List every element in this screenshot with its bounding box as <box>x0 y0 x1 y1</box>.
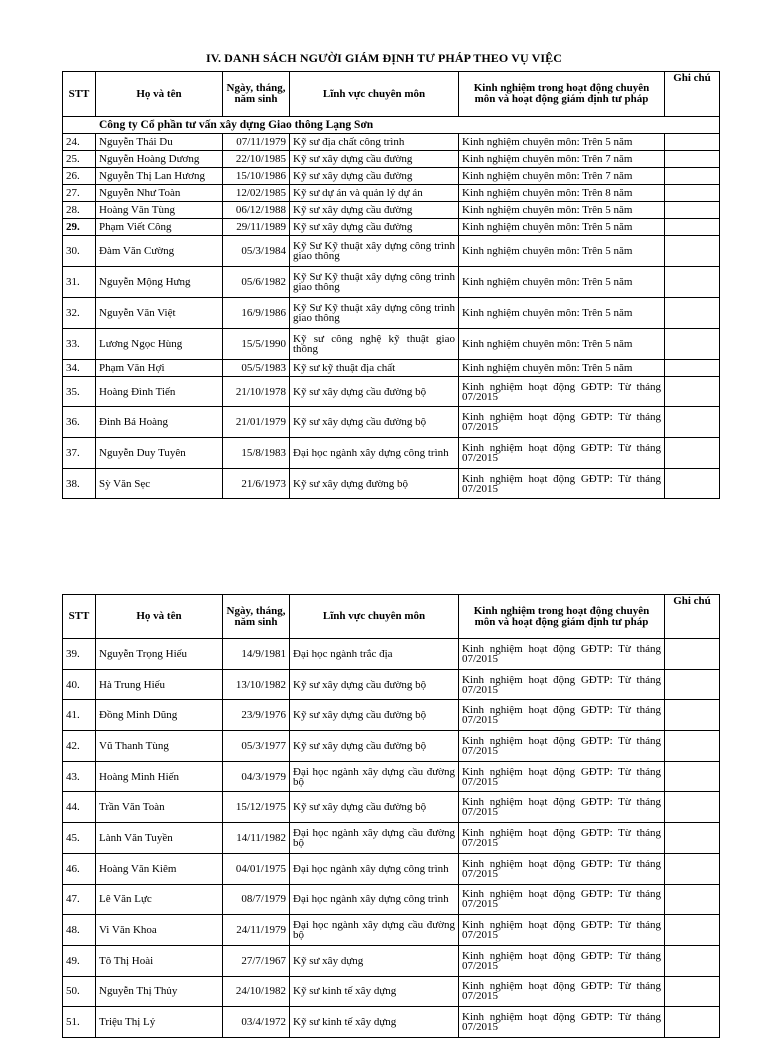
table-row <box>63 945 720 976</box>
row-stt: 33. <box>63 329 96 360</box>
row-field: Kỹ sư xây dựng đường bộ <box>290 469 459 499</box>
row-field: Kỹ sư xây dựng cầu đường bộ <box>290 407 459 438</box>
header-field: Lĩnh vực chuyên môn <box>290 72 459 117</box>
row-note <box>665 700 720 731</box>
row-stt: 42. <box>63 731 96 762</box>
row-note <box>665 731 720 762</box>
table-row <box>63 377 720 407</box>
row-name: Đồng Minh Dũng <box>96 700 223 731</box>
row-stt: 32. <box>63 298 96 329</box>
row-name: Lê Văn Lực <box>96 884 223 915</box>
row-dob: 15/10/1986 <box>223 168 290 185</box>
row-stt: 41. <box>63 700 96 731</box>
header-note: Ghi chú <box>665 72 720 117</box>
row-dob: 14/11/1982 <box>223 823 290 854</box>
row-name: Đinh Bá Hoàng <box>96 407 223 438</box>
row-field: Kỹ sư dự án và quản lý dự án <box>290 185 459 202</box>
row-note <box>665 469 720 499</box>
row-stt: 40. <box>63 669 96 700</box>
row-note <box>665 329 720 360</box>
row-name: Phạm Văn Hợi <box>96 360 223 377</box>
table-row <box>63 185 720 202</box>
table-header-row <box>63 595 720 639</box>
row-note <box>665 823 720 854</box>
row-field: Đại học ngành xây dựng cầu đường bộ <box>290 823 459 854</box>
document-title: IV. DANH SÁCH NGƯỜI GIÁM ĐỊNH TƯ PHÁP THEO VỤ VIỆC <box>205 51 563 65</box>
row-field: Đại học ngành trắc địa <box>290 639 459 670</box>
row-stt: 29. <box>63 219 96 236</box>
row-dob: 15/5/1990 <box>223 329 290 360</box>
row-field: Kỹ sư kỹ thuật địa chất <box>290 360 459 377</box>
row-dob: 24/11/1979 <box>223 915 290 946</box>
row-stt: 25. <box>63 151 96 168</box>
row-stt: 35. <box>63 377 96 407</box>
row-note <box>665 377 720 407</box>
row-field: Kỹ sư xây dựng cầu đường bộ <box>290 700 459 731</box>
table-row <box>63 438 720 469</box>
row-dob: 08/7/1979 <box>223 884 290 915</box>
row-dob: 06/12/1988 <box>223 202 290 219</box>
row-field: Kỹ sư xây dựng <box>290 945 459 976</box>
row-experience: Kinh nghiệm hoạt động GĐTP: Từ tháng 07/2015 <box>459 792 665 823</box>
table-row <box>63 976 720 1007</box>
table-row <box>63 639 720 670</box>
row-experience: Kinh nghiệm hoạt động GĐTP: Từ tháng 07/2015 <box>459 469 665 499</box>
row-note <box>665 168 720 185</box>
table-row <box>63 1007 720 1038</box>
row-field: Kỹ Sư Kỹ thuật xây dựng công trình giao thông <box>290 298 459 329</box>
row-note <box>665 134 720 151</box>
row-experience: Kinh nghiệm chuyên môn: Trên 5 năm <box>459 202 665 219</box>
row-name: Hoàng Minh Hiến <box>96 761 223 792</box>
header-note: Ghi chú <box>665 595 720 639</box>
table-row <box>63 853 720 884</box>
row-note <box>665 761 720 792</box>
row-field: Kỹ sư xây dựng cầu đường <box>290 219 459 236</box>
row-stt: 51. <box>63 1007 96 1038</box>
row-stt: 26. <box>63 168 96 185</box>
row-stt: 50. <box>63 976 96 1007</box>
company-section-row <box>63 117 720 134</box>
row-experience: Kinh nghiệm chuyên môn: Trên 8 năm <box>459 185 665 202</box>
row-stt: 24. <box>63 134 96 151</box>
row-dob: 15/8/1983 <box>223 438 290 469</box>
row-field: Kỹ sư công nghệ kỹ thuật giao thông <box>290 329 459 360</box>
row-field: Kỹ Sư Kỹ thuật xây dựng công trình giao thông <box>290 267 459 298</box>
table-row <box>63 134 720 151</box>
row-note <box>665 915 720 946</box>
row-field: Kỹ sư xây dựng cầu đường <box>290 168 459 185</box>
row-note <box>665 202 720 219</box>
row-experience: Kinh nghiệm chuyên môn: Trên 5 năm <box>459 134 665 151</box>
header-name: Họ và tên <box>96 72 223 117</box>
row-dob: 04/01/1975 <box>223 853 290 884</box>
row-field: Kỹ sư xây dựng cầu đường bộ <box>290 731 459 762</box>
row-dob: 21/10/1978 <box>223 377 290 407</box>
row-dob: 13/10/1982 <box>223 669 290 700</box>
row-dob: 03/4/1972 <box>223 1007 290 1038</box>
row-name: Hoàng Văn Kiêm <box>96 853 223 884</box>
table-row <box>63 700 720 731</box>
row-stt: 45. <box>63 823 96 854</box>
row-field: Kỹ sư xây dựng cầu đường <box>290 151 459 168</box>
row-stt: 34. <box>63 360 96 377</box>
row-note <box>665 298 720 329</box>
row-stt: 27. <box>63 185 96 202</box>
table-row <box>63 267 720 298</box>
row-dob: 07/11/1979 <box>223 134 290 151</box>
table-row <box>63 915 720 946</box>
row-dob: 21/6/1973 <box>223 469 290 499</box>
table-row <box>63 219 720 236</box>
row-stt: 36. <box>63 407 96 438</box>
table-row <box>63 329 720 360</box>
row-name: Hà Trung Hiếu <box>96 669 223 700</box>
row-experience: Kinh nghiệm hoạt động GĐTP: Từ tháng 07/2015 <box>459 823 665 854</box>
row-stt: 37. <box>63 438 96 469</box>
row-stt: 39. <box>63 639 96 670</box>
row-dob: 23/9/1976 <box>223 700 290 731</box>
row-stt: 49. <box>63 945 96 976</box>
row-name: Vũ Thanh Tùng <box>96 731 223 762</box>
row-experience: Kinh nghiệm hoạt động GĐTP: Từ tháng 07/2015 <box>459 407 665 438</box>
expert-table-2 <box>62 594 720 1038</box>
row-stt: 47. <box>63 884 96 915</box>
header-field: Lĩnh vực chuyên môn <box>290 595 459 639</box>
row-experience: Kinh nghiệm hoạt động GĐTP: Từ tháng 07/2015 <box>459 853 665 884</box>
table-row <box>63 298 720 329</box>
header-stt: STT <box>63 595 96 639</box>
table-row <box>63 360 720 377</box>
row-stt: 43. <box>63 761 96 792</box>
row-note <box>665 884 720 915</box>
row-note <box>665 669 720 700</box>
row-experience: Kinh nghiệm chuyên môn: Trên 5 năm <box>459 219 665 236</box>
row-experience: Kinh nghiệm chuyên môn: Trên 5 năm <box>459 267 665 298</box>
table-row <box>63 469 720 499</box>
row-field: Kỹ sư xây dựng cầu đường bộ <box>290 377 459 407</box>
row-field: Kỹ sư kinh tế xây dựng <box>290 976 459 1007</box>
row-name: Sỳ Văn Sẹc <box>96 469 223 499</box>
row-name: Nguyễn Duy Tuyên <box>96 438 223 469</box>
row-field: Đại học ngành xây dựng cầu đường bộ <box>290 761 459 792</box>
header-stt: STT <box>63 72 96 117</box>
row-name: Nguyễn Thị Lan Hương <box>96 168 223 185</box>
row-stt: 38. <box>63 469 96 499</box>
row-dob: 05/3/1977 <box>223 731 290 762</box>
table-row <box>63 202 720 219</box>
row-dob: 24/10/1982 <box>223 976 290 1007</box>
table-body-1 <box>63 117 720 499</box>
row-name: Trần Văn Toàn <box>96 792 223 823</box>
row-stt: 28. <box>63 202 96 219</box>
row-experience: Kinh nghiệm hoạt động GĐTP: Từ tháng 07/2015 <box>459 669 665 700</box>
header-experience: Kinh nghiệm trong hoạt động chuyên môn và hoạt động giám định tư pháp <box>459 595 665 639</box>
table-row <box>63 151 720 168</box>
row-field: Đại học ngành xây dựng cầu đường bộ <box>290 915 459 946</box>
row-experience: Kinh nghiệm chuyên môn: Trên 5 năm <box>459 236 665 267</box>
row-experience: Kinh nghiệm hoạt động GĐTP: Từ tháng 07/2015 <box>459 731 665 762</box>
row-name: Nguyễn Thái Du <box>96 134 223 151</box>
row-dob: 22/10/1985 <box>223 151 290 168</box>
row-note <box>665 438 720 469</box>
row-experience: Kinh nghiệm hoạt động GĐTP: Từ tháng 07/2015 <box>459 915 665 946</box>
row-experience: Kinh nghiệm chuyên môn: Trên 7 năm <box>459 168 665 185</box>
row-note <box>665 236 720 267</box>
row-field: Đại học ngành xây dựng công trình <box>290 884 459 915</box>
row-name: Nguyễn Như Toàn <box>96 185 223 202</box>
row-dob: 29/11/1989 <box>223 219 290 236</box>
row-note <box>665 792 720 823</box>
table-row <box>63 236 720 267</box>
row-dob: 27/7/1967 <box>223 945 290 976</box>
row-stt: 48. <box>63 915 96 946</box>
table-row <box>63 823 720 854</box>
row-experience: Kinh nghiệm hoạt động GĐTP: Từ tháng 07/2015 <box>459 639 665 670</box>
row-dob: 15/12/1975 <box>223 792 290 823</box>
table-row <box>63 669 720 700</box>
row-note <box>665 1007 720 1038</box>
row-stt: 30. <box>63 236 96 267</box>
header-dob: Ngày, tháng, năm sinh <box>223 72 290 117</box>
row-name: Nguyễn Thị Thủy <box>96 976 223 1007</box>
row-note <box>665 219 720 236</box>
table-row <box>63 792 720 823</box>
row-experience: Kinh nghiệm chuyên môn: Trên 7 năm <box>459 151 665 168</box>
header-dob: Ngày, tháng, năm sinh <box>223 595 290 639</box>
row-experience: Kinh nghiệm hoạt động GĐTP: Từ tháng 07/2015 <box>459 700 665 731</box>
row-note <box>665 267 720 298</box>
header-experience: Kinh nghiệm trong hoạt động chuyên môn và hoạt động giám định tư pháp <box>459 72 665 117</box>
row-name: Nguyễn Trọng Hiếu <box>96 639 223 670</box>
company-name: Công ty Cổ phần tư vấn xây dựng Giao thông Lạng Sơn <box>63 117 720 134</box>
row-field: Kỹ sư xây dựng cầu đường <box>290 202 459 219</box>
row-experience: Kinh nghiệm hoạt động GĐTP: Từ tháng 07/2015 <box>459 377 665 407</box>
row-field: Kỹ sư địa chất công trình <box>290 134 459 151</box>
row-name: Lương Ngọc Hùng <box>96 329 223 360</box>
row-name: Đàm Văn Cường <box>96 236 223 267</box>
row-dob: 14/9/1981 <box>223 639 290 670</box>
row-name: Vi Văn Khoa <box>96 915 223 946</box>
row-note <box>665 360 720 377</box>
row-dob: 05/3/1984 <box>223 236 290 267</box>
row-note <box>665 407 720 438</box>
row-experience: Kinh nghiệm hoạt động GĐTP: Từ tháng 07/2015 <box>459 884 665 915</box>
row-name: Nguyễn Mộng Hưng <box>96 267 223 298</box>
row-field: Đại học ngành xây dựng công trình <box>290 853 459 884</box>
header-name: Họ và tên <box>96 595 223 639</box>
row-name: Triệu Thị Lý <box>96 1007 223 1038</box>
row-experience: Kinh nghiệm hoạt động GĐTP: Từ tháng 07/2015 <box>459 1007 665 1038</box>
row-experience: Kinh nghiệm chuyên môn: Trên 5 năm <box>459 360 665 377</box>
row-dob: 12/02/1985 <box>223 185 290 202</box>
row-stt: 31. <box>63 267 96 298</box>
row-dob: 05/6/1982 <box>223 267 290 298</box>
table-row <box>63 761 720 792</box>
row-dob: 04/3/1979 <box>223 761 290 792</box>
table-body-2 <box>63 639 720 1038</box>
row-field: Đại học ngành xây dựng công trình <box>290 438 459 469</box>
row-note <box>665 945 720 976</box>
row-note <box>665 151 720 168</box>
row-note <box>665 976 720 1007</box>
expert-table-1 <box>62 71 720 499</box>
row-name: Hoàng Đình Tiến <box>96 377 223 407</box>
row-field: Kỹ sư xây dựng cầu đường bộ <box>290 792 459 823</box>
row-experience: Kinh nghiệm hoạt động GĐTP: Từ tháng 07/2015 <box>459 438 665 469</box>
row-field: Kỹ sư kinh tế xây dựng <box>290 1007 459 1038</box>
row-name: Nguyễn Văn Việt <box>96 298 223 329</box>
row-note <box>665 853 720 884</box>
table-row <box>63 407 720 438</box>
row-name: Nguyễn Hoàng Dương <box>96 151 223 168</box>
row-experience: Kinh nghiệm hoạt động GĐTP: Từ tháng 07/2015 <box>459 761 665 792</box>
row-experience: Kinh nghiệm hoạt động GĐTP: Từ tháng 07/2015 <box>459 976 665 1007</box>
row-note <box>665 639 720 670</box>
row-name: Tô Thị Hoài <box>96 945 223 976</box>
table-row <box>63 884 720 915</box>
table-header-row <box>63 72 720 117</box>
row-field: Kỹ Sư Kỹ thuật xây dựng công trình giao thông <box>290 236 459 267</box>
row-dob: 05/5/1983 <box>223 360 290 377</box>
row-dob: 16/9/1986 <box>223 298 290 329</box>
table-row <box>63 168 720 185</box>
row-dob: 21/01/1979 <box>223 407 290 438</box>
row-experience: Kinh nghiệm hoạt động GĐTP: Từ tháng 07/2015 <box>459 945 665 976</box>
row-experience: Kinh nghiệm chuyên môn: Trên 5 năm <box>459 329 665 360</box>
row-experience: Kinh nghiệm chuyên môn: Trên 5 năm <box>459 298 665 329</box>
row-stt: 46. <box>63 853 96 884</box>
row-name: Phạm Viết Công <box>96 219 223 236</box>
row-name: Lành Văn Tuyền <box>96 823 223 854</box>
table-row <box>63 731 720 762</box>
row-field: Kỹ sư xây dựng cầu đường bộ <box>290 669 459 700</box>
row-name: Hoàng Văn Tùng <box>96 202 223 219</box>
row-stt: 44. <box>63 792 96 823</box>
row-note <box>665 185 720 202</box>
